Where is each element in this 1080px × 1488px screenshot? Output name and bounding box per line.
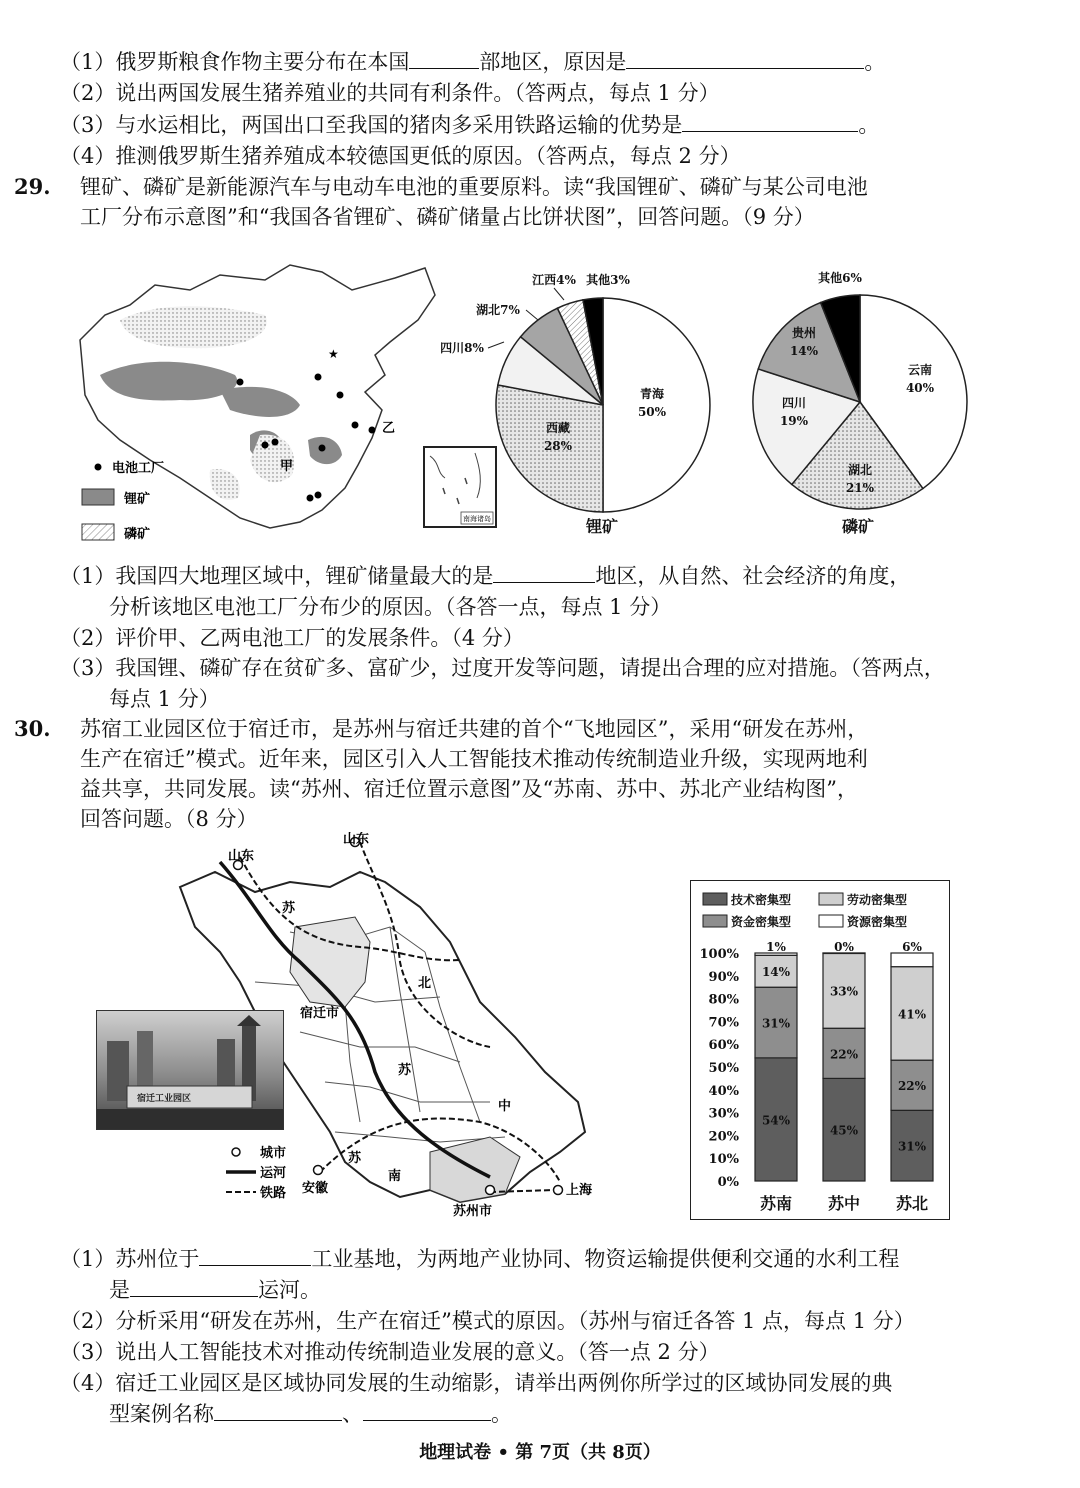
legend-swatch — [703, 893, 727, 905]
legend-city-label: 城市 — [260, 1146, 287, 1161]
question-number: 29. — [14, 174, 51, 199]
pie-title: 磷矿 — [841, 517, 875, 536]
label-shandong: 山东 — [343, 832, 370, 847]
pie-slice-name: 贵州 — [791, 326, 817, 340]
legend-label: 技术密集型 — [731, 893, 792, 907]
pie-slice-name: 云南 — [907, 363, 933, 377]
legend-swatch — [819, 893, 843, 905]
industrial-park-photo — [96, 1010, 284, 1130]
q28-sub4: （4）推测俄罗斯生猪养殖成本较德国更低的原因。（答两点，每点 2 分） — [60, 144, 741, 168]
industry-structure-chart-frame — [690, 880, 950, 1220]
bar-value-label: 31% — [897, 1139, 927, 1154]
capital-star: ★ — [328, 347, 339, 361]
bar-value-label: 45% — [829, 1123, 859, 1138]
answer-blank[interactable] — [363, 1402, 491, 1421]
y-tick-label: 20% — [708, 1129, 739, 1145]
lithium-pie-chart — [430, 262, 720, 542]
category-label: 苏中 — [827, 1194, 861, 1213]
q30-sub4-line2: 型案例名称 、 。 — [109, 1402, 512, 1426]
answer-blank[interactable] — [493, 564, 595, 583]
page-footer: 地理试卷 • 第 7页（共 8页） — [419, 1442, 661, 1463]
q28-sub2: （2）说出两国发展生猪养殖业的共同有利条件。（答两点，每点 1 分） — [60, 81, 720, 105]
park-building-graphic — [97, 1011, 283, 1129]
pie-slice-value: 其他6% — [818, 271, 862, 285]
industry-structure-chart — [691, 881, 949, 1219]
legend-lithium-label: 锂矿 — [124, 492, 151, 507]
phosphate-pie-chart — [750, 262, 980, 542]
y-tick-label: 100% — [699, 947, 739, 962]
city-marker — [314, 1166, 323, 1175]
q30-sub2: （2）分析采用“研发在苏州，生产在宿迁”模式的原因。（苏州与宿迁各答 1 点，每点 1 分） — [60, 1309, 915, 1333]
bar-value-label: 1% — [766, 940, 786, 954]
q30-sub1-line2: 是 运河。 — [109, 1278, 321, 1302]
park-sign-text: 宿迁工业园区 — [137, 1094, 192, 1104]
legend-label: 资源密集型 — [847, 915, 908, 929]
pie-leader-line — [488, 342, 504, 348]
pie-slice-value: 四川8% — [440, 341, 484, 355]
pie-slice-value: 21% — [845, 481, 875, 495]
q28-sub3: （3）与水运相比，两国出口至我国的猪肉多采用铁路运输的优势是 。 — [60, 113, 880, 137]
category-label: 苏南 — [759, 1194, 793, 1213]
pie-slice-value: 50% — [637, 405, 667, 419]
battery-factory-dot — [315, 492, 322, 499]
city-marker — [486, 1186, 495, 1195]
bar-value-label: 22% — [897, 1079, 927, 1094]
legend-lithium-icon — [82, 489, 114, 505]
pie-leader-line — [554, 288, 564, 300]
y-tick-label: 40% — [708, 1083, 739, 1099]
q30-stem-line1: 30. 苏宿工业园区位于宿迁市，是苏州与宿迁共建的首个“飞地园区”，采用“研发在苏州， — [14, 714, 868, 744]
legend-swatch — [703, 915, 727, 927]
q28-sub1: （1）俄罗斯粮食作物主要分布在本国 部地区，原因是 。 — [60, 50, 886, 74]
legend-phosphate-label: 磷矿 — [124, 527, 151, 542]
pie-slice-name: 四川 — [781, 396, 807, 410]
city-marker — [554, 1186, 563, 1195]
q29-sub1-line2: 分析该地区电池工厂分布少的原因。（各答一点，每点 1 分） — [109, 595, 672, 619]
y-tick-label: 0% — [717, 1175, 739, 1190]
legend-canal-label: 运河 — [260, 1166, 287, 1181]
answer-blank[interactable] — [199, 1247, 311, 1266]
battery-factory-dot — [352, 422, 359, 429]
y-tick-label: 80% — [708, 992, 739, 1008]
battery-factory-dot — [307, 495, 314, 502]
battery-factory-dot — [319, 445, 326, 452]
q29-stem-line1: 29. 锂矿、磷矿是新能源汽车与电动车电池的重要原料。读“我国锂矿、磷矿与某公司电池 — [14, 172, 868, 202]
legend-city-icon — [232, 1148, 240, 1156]
answer-blank[interactable] — [682, 113, 858, 132]
y-tick-label: 30% — [708, 1106, 739, 1122]
battery-factory-dot — [237, 379, 244, 386]
q30-sub1-line1: （1）苏州位于 工业基地，为两地产业协同、物资运输提供便利交通的水利工程 — [60, 1247, 900, 1271]
battery-factory-dot — [337, 392, 344, 399]
label-suzhou: 苏州市 — [453, 1204, 493, 1219]
answer-blank[interactable] — [130, 1278, 258, 1297]
label-su-2: 苏 — [398, 1063, 412, 1078]
q30-stem-line2: 生产在宿迁”模式。近年来，园区引入人工智能技术推动传统制造业升级，实现两地利 — [80, 747, 868, 771]
y-tick-label: 50% — [708, 1061, 739, 1076]
legend-rail-label: 铁路 — [260, 1186, 287, 1201]
label-su: 苏 — [282, 901, 296, 916]
label-su-3: 苏 — [348, 1151, 362, 1166]
battery-factory-dot — [262, 442, 269, 449]
y-tick-label: 10% — [708, 1152, 739, 1168]
pie-slice-value: 28% — [543, 439, 573, 453]
q30-stem-line3: 益共享，共同发展。读“苏州、宿迁位置示意图”及“苏南、苏中、苏北产业结构图”， — [80, 777, 858, 801]
bar-segment — [891, 953, 933, 967]
legend-label: 资金密集型 — [731, 915, 792, 929]
pie-slice-name: 青海 — [639, 387, 665, 401]
pie-slice-value: 其他3% — [586, 273, 630, 287]
pie-slice-value: 湖北7% — [476, 303, 520, 317]
bar-value-label: 0% — [834, 940, 854, 954]
q30-stem-line4: 回答问题。（8 分） — [80, 807, 258, 831]
battery-factory-dot — [369, 427, 376, 434]
pie-slice-name: 西藏 — [545, 421, 571, 435]
bar-value-label: 6% — [902, 940, 922, 954]
answer-blank[interactable] — [214, 1402, 342, 1421]
label-zhong: 中 — [498, 1099, 512, 1114]
bar-value-label: 22% — [829, 1047, 859, 1062]
answer-blank[interactable] — [626, 50, 864, 69]
pie-leader-line — [526, 310, 538, 320]
bar-value-label: 33% — [829, 984, 859, 999]
label-yi: 乙 — [382, 421, 396, 436]
legend-factory-icon — [95, 464, 102, 471]
pie-slice-value: 19% — [779, 414, 809, 428]
pie-slice-value: 14% — [789, 344, 819, 358]
bar-value-label: 31% — [761, 1016, 791, 1031]
q29-sub3-line1: （3）我国锂、磷矿存在贫矿多、富矿少，过度开发等问题，请提出合理的应对措施。（答两点， — [60, 656, 945, 680]
question-number: 30. — [14, 716, 51, 741]
q30-sub3: （3）说出人工智能技术对推动传统制造业发展的意义。（答一点 2 分） — [60, 1340, 720, 1364]
q30-sub4-line1: （4）宿迁工业园区是区域协同发展的生动缩影，请举出两例你所学过的区域协同发展的典 — [60, 1371, 893, 1395]
q29-stem-line2: 工厂分布示意图”和“我国各省锂矿、磷矿储量占比饼状图”，回答问题。（9 分） — [80, 205, 815, 229]
answer-blank[interactable] — [409, 50, 479, 69]
y-tick-label: 90% — [708, 969, 739, 985]
pie-title: 锂矿 — [585, 517, 619, 536]
y-tick-label: 70% — [708, 1015, 739, 1031]
q29-sub2: （2）评价甲、乙两电池工厂的发展条件。（4 分） — [60, 626, 524, 650]
battery-factory-dot — [315, 374, 322, 381]
pie-slice-value: 40% — [905, 381, 935, 395]
battery-factory-dot — [272, 439, 279, 446]
legend-label: 劳动密集型 — [847, 893, 908, 907]
legend-swatch — [819, 915, 843, 927]
pie-slice-name: 湖北 — [847, 463, 873, 477]
category-label: 苏北 — [895, 1194, 929, 1213]
q29-sub3-line2: 每点 1 分） — [109, 687, 220, 711]
label-bei: 北 — [418, 976, 432, 991]
bar-value-label: 41% — [897, 1007, 927, 1022]
bar-value-label: 14% — [761, 965, 791, 980]
label-jia: 甲 — [280, 459, 294, 474]
legend-factory-label: 电池工厂 — [112, 461, 165, 476]
label-suqian: 宿迁市 — [300, 1006, 340, 1021]
label-anhui: 安徽 — [302, 1181, 329, 1196]
bar-value-label: 54% — [761, 1113, 791, 1128]
legend-phosphate-icon — [82, 524, 114, 540]
label-nan: 南 — [388, 1169, 402, 1184]
pie-slice-value: 江西4% — [532, 273, 576, 287]
label-shandong: 山东 — [228, 849, 255, 864]
q29-sub1-line1: （1）我国四大地理区域中，锂矿储量最大的是 地区，从自然、社会经济的角度， — [60, 564, 911, 588]
label-shanghai: 上海 — [566, 1183, 593, 1198]
y-tick-label: 60% — [708, 1038, 739, 1054]
inset-label: 南海诸岛 — [463, 515, 491, 523]
